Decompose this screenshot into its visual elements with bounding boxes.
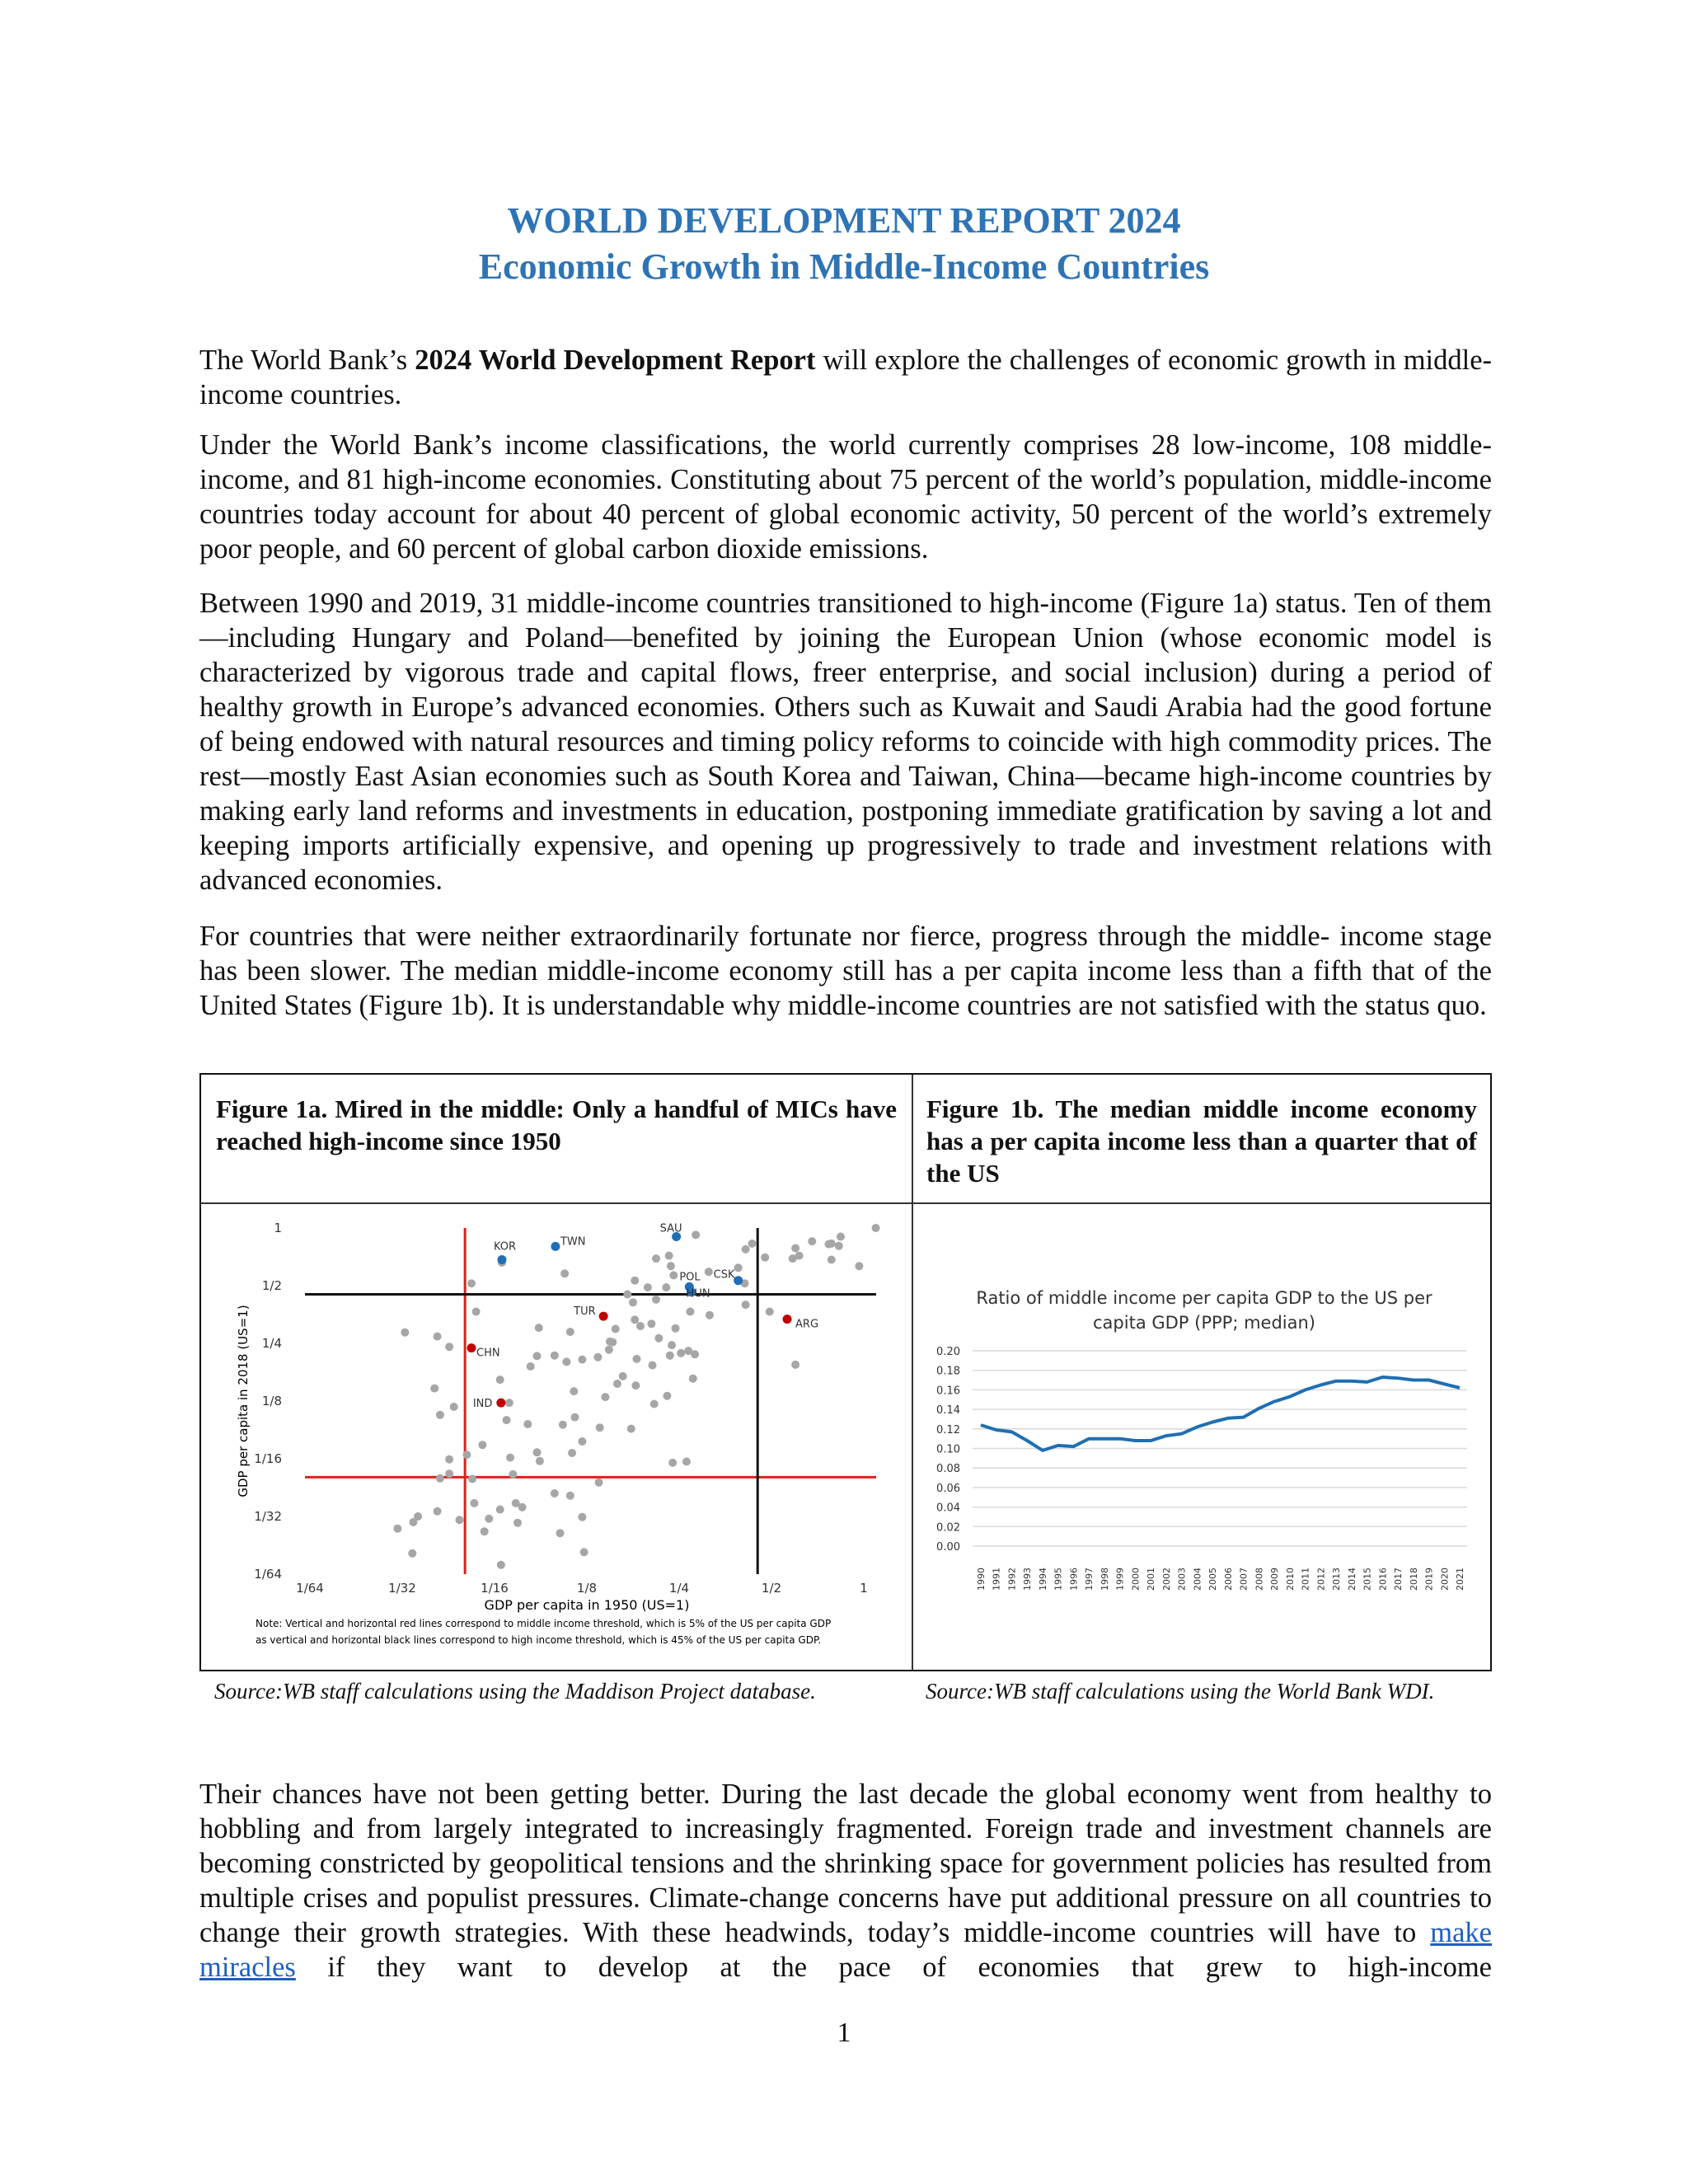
scatter-point: [436, 1474, 444, 1483]
scatter-point: [742, 1245, 750, 1254]
scatter-point: [644, 1283, 652, 1291]
text: will explore the challenges of economic growth in middle-income countries.: [199, 344, 1492, 410]
x-tick-label: 2009: [1269, 1568, 1281, 1591]
scatter-point: [551, 1352, 559, 1360]
scatter-point: [705, 1268, 713, 1276]
highlight-point-ind: [496, 1399, 505, 1408]
scatter-point: [509, 1470, 517, 1479]
scatter-point: [761, 1254, 769, 1262]
scatter-point: [742, 1301, 750, 1309]
x-tick-label: 2012: [1315, 1568, 1327, 1591]
scatter-point: [706, 1311, 714, 1319]
country-label: CHN: [476, 1347, 500, 1360]
scatter-point: [570, 1387, 578, 1395]
highlight-point-csk: [734, 1276, 743, 1285]
scatter-point: [608, 1338, 617, 1347]
y-tick-label: 0.20: [936, 1346, 960, 1358]
scatter-point: [650, 1400, 659, 1408]
scatter-point: [631, 1381, 640, 1390]
scatter-point: [536, 1457, 544, 1465]
scatter-point: [665, 1252, 673, 1260]
scatter-point: [481, 1527, 489, 1535]
x-tick-label: 1994: [1037, 1568, 1048, 1591]
scatter-point: [828, 1256, 836, 1264]
scatter-point: [619, 1372, 627, 1380]
scatter-point: [662, 1283, 670, 1291]
scatter-point: [689, 1375, 697, 1383]
highlight-point-tur: [599, 1312, 608, 1321]
scatter-point: [578, 1437, 586, 1446]
x-tick-label: 2007: [1238, 1568, 1250, 1591]
scatter-point: [654, 1334, 663, 1343]
scatter-point: [436, 1411, 444, 1419]
y-tick-label: 0.08: [936, 1463, 960, 1476]
figure-1b-source: Source:WB staff calculations using the World Bank WDI.: [926, 1679, 1435, 1704]
y-tick-label: 0.16: [936, 1385, 960, 1398]
scatter-point: [393, 1525, 401, 1533]
y-tick-label: 0.12: [936, 1423, 960, 1436]
scatter-point: [748, 1240, 756, 1248]
scatter-point: [430, 1385, 438, 1393]
paragraph-headwinds: [199, 1777, 1492, 1985]
y-tick-label: 1/4: [261, 1336, 282, 1351]
scatter-point: [835, 1242, 843, 1250]
scatter-point: [455, 1516, 463, 1524]
country-label: CSK: [713, 1268, 735, 1282]
scatter-point: [682, 1458, 691, 1466]
scatter-point: [791, 1361, 799, 1369]
x-tick-label: 1/16: [481, 1581, 509, 1596]
x-tick-label: 2004: [1192, 1568, 1203, 1591]
y-tick-label: 0.00: [936, 1541, 960, 1554]
scatter-point: [663, 1392, 671, 1400]
x-axis-title: GDP per capita in 1950 (US=1): [484, 1597, 690, 1613]
scatter-point: [668, 1341, 676, 1349]
paragraph-transitions: Between 1990 and 2019, 31 middle-income countries transitioned to high-income (Figure 1a) status. Ten of them—including Hungary and Poland—benefited by joining the European Union (whose economic model is characterized by vigorous trade and capital flows, freer enterprise, and social inclusion) during a period of healthy growth in Europe’s advanced economies. Others such as Kuwait and Saudi Arabia had the good fortune of being endowed with natural resources and timing policy reforms to coincide with high commodity prices. The rest—mostly East Asian economies such as South Korea and Taiwan, China—became high-income countries by making early land reforms and investments in education, postponing immediate gratification by saving a lot and keeping imports artificially expensive, and opening up progressively to trade and investment relations with advanced economies.: [199, 588, 1492, 896]
country-label: TUR: [574, 1305, 596, 1319]
y-tick-label: 0.10: [936, 1443, 960, 1456]
paragraph-median-mic: For countries that were neither extraordinarily fortunate nor fierce, progress through the middle- income stage has been slower. The median middle-income economy still has a per capita income less than a fifth that of the United States (Figure 1b). It is understandable why middle-income countries are not satisfied with the status quo.: [199, 921, 1492, 1021]
scatter-point: [533, 1448, 542, 1456]
scatter-point: [652, 1296, 660, 1304]
x-tick-label: 1999: [1114, 1568, 1126, 1591]
country-label: ARG: [795, 1318, 819, 1331]
scatter-point: [647, 1319, 655, 1328]
scatter-point: [629, 1298, 637, 1306]
x-tick-label: 1/4: [668, 1581, 690, 1596]
line-chart-title-line1: Ratio of middle income per capita GDP to the US per: [976, 1288, 1432, 1308]
x-tick-label: 1/2: [761, 1581, 782, 1596]
highlight-point-chn: [467, 1343, 476, 1352]
scatter-point: [672, 1324, 680, 1333]
scatter-point: [478, 1441, 486, 1449]
scatter-point: [503, 1416, 511, 1424]
paragraph-income-classes: Under the World Bank’s income classifications, the world currently comprises 28 low-income, 108 middle-income, and 81 high-income economies. Constituting about 75 percent of the world’s population, middle-income countries today account for about 40 percent of global economic activity, 50 percent of the world’s extremely poor people, and 60 percent of global carbon dioxide emissions.: [199, 429, 1492, 565]
scatter-point: [505, 1399, 513, 1407]
x-tick-label: 2019: [1423, 1568, 1435, 1591]
highlight-point-kor: [497, 1255, 506, 1264]
x-tick-label: 2005: [1207, 1568, 1219, 1591]
scatter-point: [636, 1322, 645, 1330]
x-tick-label: 1997: [1084, 1568, 1095, 1591]
y-tick-label: 0.18: [936, 1365, 960, 1378]
scatter-point: [513, 1519, 522, 1527]
scatter-point: [551, 1489, 559, 1497]
x-tick-label: 2021: [1455, 1568, 1465, 1591]
y-tick-label: 1/8: [261, 1394, 282, 1408]
scatter-point: [669, 1271, 678, 1279]
scatter-point: [596, 1423, 604, 1432]
scatter-point: [566, 1328, 574, 1336]
x-tick-label: 2017: [1393, 1568, 1404, 1591]
x-tick-label: 1991: [991, 1568, 1002, 1591]
scatter-point: [872, 1224, 880, 1232]
scatter-point: [518, 1503, 527, 1511]
x-tick-label: 2003: [1176, 1568, 1188, 1591]
scatter-point: [612, 1325, 620, 1333]
x-tick-label: 1992: [1006, 1568, 1018, 1591]
scatter-point: [668, 1459, 677, 1467]
x-tick-label: 2000: [1130, 1568, 1142, 1591]
x-tick-label: 2008: [1254, 1568, 1265, 1591]
scatter-point: [401, 1329, 409, 1337]
y-tick-label: 0.14: [936, 1404, 960, 1418]
scatter-point: [837, 1233, 845, 1241]
y-tick-label: 1/2: [261, 1278, 282, 1293]
x-tick-label: 2013: [1331, 1568, 1343, 1591]
scatter-point: [631, 1315, 639, 1324]
scatter-point: [601, 1393, 609, 1401]
x-tick-label: 2020: [1439, 1568, 1451, 1591]
scatter-point: [677, 1349, 685, 1357]
figure-1a-caption: Figure 1a. Mired in the middle: Only a handful of MICs have reached high-income since 1950: [216, 1094, 897, 1155]
scatter-point: [578, 1356, 586, 1364]
scatter-point: [470, 1499, 478, 1507]
scatter-point: [652, 1254, 660, 1263]
scatter-point: [445, 1455, 453, 1464]
scatter-point: [434, 1333, 442, 1341]
scatter-point: [527, 1362, 535, 1371]
country-label: SAU: [659, 1222, 682, 1235]
line-chart-title-line2: capita GDP (PPP; median): [1093, 1313, 1315, 1333]
scatter-point: [578, 1513, 586, 1521]
scatter-point: [686, 1308, 694, 1316]
y-tick-label: 0.06: [936, 1482, 960, 1495]
scatter-point: [632, 1355, 640, 1363]
x-tick-label: 1995: [1053, 1568, 1064, 1591]
scatter-point: [791, 1244, 799, 1253]
y-tick-label: 0.02: [936, 1521, 960, 1535]
country-label: TWN: [560, 1235, 586, 1249]
text: Their chances have not been getting better. During the last decade the global economy went from healthy to hobbling and from largely integrated to increasingly fragmented. Foreign trade and investment channels are becoming constricted by geopolitical tensions and the shrinking space for government policies has resulted from multiple crises and populist pressures. Climate-change concerns have put additional pressure on all countries to change their growth strategies. With these headwinds, today’s middle-income countries will have to: [199, 1779, 1492, 1948]
country-label: KOR: [493, 1240, 517, 1254]
y-tick-label: 1/32: [254, 1509, 282, 1524]
x-tick-label: 2010: [1284, 1568, 1296, 1591]
scatter-point: [580, 1548, 588, 1556]
country-label: IND: [472, 1398, 493, 1411]
scatter-point: [445, 1343, 453, 1351]
scatter-point: [566, 1492, 574, 1500]
figure-1a-source: Source:WB staff calculations using the Maddison Project database.: [214, 1679, 816, 1704]
y-tick-label: 1/16: [254, 1451, 282, 1466]
scatter-point: [593, 1353, 602, 1361]
scatter-point: [533, 1352, 542, 1360]
country-label: POL: [679, 1271, 701, 1284]
text: if they want to develop at the pace of economies that grew to high-income: [295, 1952, 1492, 1983]
x-tick-label: 1993: [1022, 1568, 1034, 1591]
scatter-point: [631, 1277, 639, 1285]
scatter-point: [855, 1262, 863, 1270]
x-tick-label: 1/8: [576, 1581, 598, 1596]
country-label: HUN: [686, 1287, 710, 1301]
x-tick-label: 2001: [1146, 1568, 1157, 1591]
scatter-point: [434, 1507, 442, 1516]
x-tick-label: 2011: [1300, 1568, 1311, 1591]
scatter-point: [666, 1352, 674, 1360]
scatter-point: [556, 1529, 565, 1537]
scatter-point: [485, 1515, 493, 1523]
x-tick-label: 2018: [1408, 1568, 1419, 1591]
x-tick-label: 2016: [1377, 1568, 1389, 1591]
x-tick-label: 2015: [1362, 1568, 1373, 1591]
x-tick-label: 1/32: [388, 1581, 416, 1596]
report-title-line1: WORLD DEVELOPMENT REPORT 2024: [507, 200, 1181, 241]
x-tick-label: 2002: [1160, 1568, 1172, 1591]
highlight-point-arg: [783, 1315, 792, 1324]
scatter-point: [506, 1454, 514, 1462]
scatter-point: [649, 1361, 657, 1370]
page-number: 1: [837, 2018, 851, 2048]
scatter-point: [568, 1449, 576, 1457]
scatter-point: [795, 1252, 804, 1260]
scatter-point: [535, 1324, 543, 1332]
scatter-point: [496, 1376, 504, 1384]
scatter-point: [445, 1469, 453, 1478]
scatter-point: [595, 1479, 603, 1487]
scatter-point: [462, 1451, 471, 1459]
text: The World Bank’s: [199, 344, 415, 376]
scatter-point: [623, 1291, 631, 1299]
scatter-point: [562, 1357, 570, 1366]
y-axis-title: GDP per capita in 2018 (US=1): [236, 1305, 251, 1497]
scatter-point: [808, 1237, 816, 1245]
scatter-point: [468, 1475, 476, 1483]
x-tick-label: 2006: [1222, 1568, 1234, 1591]
x-tick-label: 2014: [1346, 1568, 1357, 1591]
scatter-point: [560, 1269, 569, 1277]
scatter-point: [497, 1561, 505, 1569]
scatter-point: [734, 1263, 743, 1272]
scatter-point: [627, 1425, 635, 1433]
scatter-point: [523, 1420, 532, 1428]
scatter-point: [467, 1279, 476, 1287]
y-tick-label: 1: [274, 1221, 282, 1235]
scatter-point: [570, 1413, 579, 1422]
scatter-point: [496, 1506, 504, 1514]
scatter-point: [408, 1549, 416, 1558]
chart-note-line2: as vertical and horizontal black lines correspond to high income threshold, which is 45% of the US per capita GDP.: [256, 1634, 822, 1646]
report-name-bold: 2024 World Development Report: [415, 344, 816, 376]
scatter-point: [605, 1346, 613, 1354]
highlight-point-twn: [551, 1242, 560, 1251]
make-miracles-link[interactable]: make miracles: [199, 1917, 1492, 1983]
scatter-point: [828, 1240, 836, 1248]
scatter-point: [450, 1403, 458, 1411]
figure-1b-caption: Figure 1b. The median middle income economy has a per capita income less than a quarter that of the US: [926, 1094, 1477, 1188]
scatter-point: [667, 1262, 675, 1270]
scatter-point: [472, 1308, 481, 1316]
x-tick-label: 1/64: [296, 1581, 324, 1596]
scatter-point: [691, 1350, 699, 1358]
chart-note-line1: Note: Vertical and horizontal red lines correspond to middle income threshold, which is 5% of the US per capita GDP: [256, 1618, 832, 1629]
x-tick-label: 1998: [1099, 1568, 1110, 1591]
x-tick-label: 1: [860, 1581, 868, 1596]
y-tick-label: 1/64: [254, 1567, 282, 1582]
x-tick-label: 1990: [976, 1568, 987, 1591]
report-title-line2: Economic Growth in Middle-Income Countries: [478, 246, 1210, 287]
scatter-point: [692, 1230, 700, 1239]
scatter-point: [559, 1421, 567, 1429]
y-tick-label: 0.04: [936, 1502, 960, 1515]
x-tick-label: 1996: [1068, 1568, 1080, 1591]
scatter-point: [613, 1380, 621, 1388]
scatter-point: [766, 1308, 774, 1316]
scatter-point: [409, 1518, 417, 1526]
